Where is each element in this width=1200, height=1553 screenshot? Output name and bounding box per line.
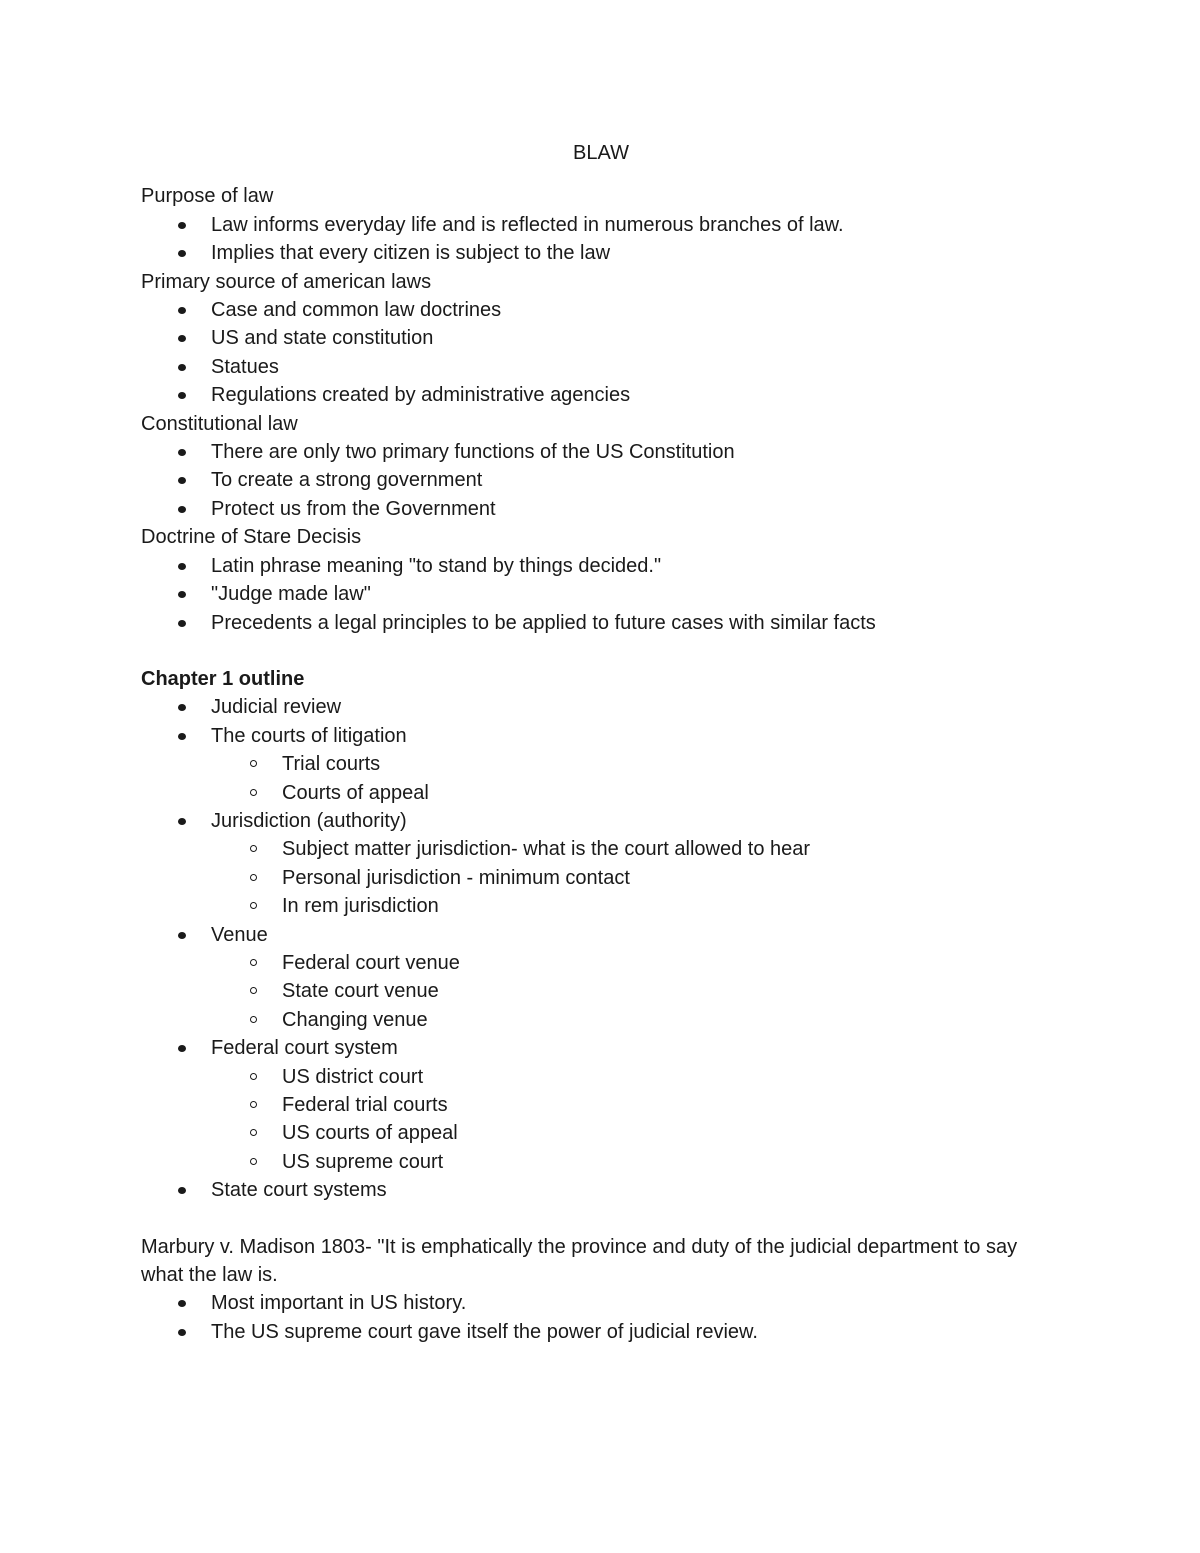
list-item: Most important in US history. bbox=[141, 1289, 1061, 1317]
marbury-paragraph: Marbury v. Madison 1803- "It is emphatically the province and duty of the judicial department to say what the law is. bbox=[141, 1235, 1018, 1287]
hollow-bullet-icon bbox=[250, 1101, 257, 1108]
sub-item: In rem jurisdiction bbox=[211, 892, 1061, 920]
bullet-list bbox=[141, 552, 1061, 637]
sub-item: Trial courts bbox=[211, 750, 1061, 778]
sub-list bbox=[211, 949, 1061, 1034]
outline-item: State court systems bbox=[141, 1176, 1061, 1204]
bullet-icon bbox=[178, 506, 186, 513]
hollow-bullet-icon bbox=[250, 874, 257, 881]
list-item: Precedents a legal principles to be applied to future cases with similar facts bbox=[141, 609, 1061, 637]
outline-item: Federal court system US district court Federal trial courts US courts of appeal US supreme court bbox=[141, 1034, 1061, 1176]
outline-list bbox=[141, 693, 1061, 1204]
list-item: Implies that every citizen is subject to the law bbox=[141, 239, 1061, 267]
list-item: Law informs everyday life and is reflected in numerous branches of law. bbox=[141, 211, 1061, 239]
bullet-icon bbox=[178, 733, 186, 740]
bullet-icon bbox=[178, 392, 186, 399]
bullet-icon bbox=[178, 704, 186, 711]
hollow-bullet-icon bbox=[250, 987, 257, 994]
bullet-list bbox=[141, 296, 1061, 410]
list-item: "Judge made law" bbox=[141, 580, 1061, 608]
list-item: US and state constitution bbox=[141, 324, 1061, 352]
sub-item: Courts of appeal bbox=[211, 779, 1061, 807]
outline-item: Judicial review bbox=[141, 693, 1061, 721]
bullet-icon bbox=[178, 477, 186, 484]
hollow-bullet-icon bbox=[250, 845, 257, 852]
bullet-icon bbox=[178, 563, 186, 570]
hollow-bullet-icon bbox=[250, 789, 257, 796]
sub-item: Federal trial courts bbox=[211, 1091, 1061, 1119]
bullet-list bbox=[141, 211, 1061, 268]
bullet-icon bbox=[178, 1300, 186, 1307]
list-item: Protect us from the Government bbox=[141, 495, 1061, 523]
section-heading: Doctrine of Stare Decisis bbox=[141, 526, 362, 549]
list-item: There are only two primary functions of the US Constitution bbox=[141, 438, 1061, 466]
section-heading: Primary source of american laws bbox=[141, 270, 432, 293]
bullet-icon bbox=[178, 364, 186, 371]
spacer bbox=[141, 1205, 1061, 1233]
sub-item: US district court bbox=[211, 1063, 1061, 1091]
sub-item: State court venue bbox=[211, 977, 1061, 1005]
hollow-bullet-icon bbox=[250, 1073, 257, 1080]
bullet-icon bbox=[178, 591, 186, 598]
list-item: Case and common law doctrines bbox=[141, 296, 1061, 324]
bullet-icon bbox=[178, 335, 186, 342]
outline-heading: Chapter 1 outline bbox=[141, 667, 305, 690]
sub-item: Personal jurisdiction - minimum contact bbox=[211, 864, 1061, 892]
list-item: The US supreme court gave itself the power of judicial review. bbox=[141, 1318, 1061, 1346]
sub-item: Federal court venue bbox=[211, 949, 1061, 977]
hollow-bullet-icon bbox=[250, 902, 257, 909]
sub-list bbox=[211, 835, 1061, 920]
outline-item: Venue Federal court venue State court venue Changing venue bbox=[141, 921, 1061, 1035]
bullet-icon bbox=[178, 222, 186, 229]
list-item: Latin phrase meaning "to stand by things decided." bbox=[141, 552, 1061, 580]
list-item: Statues bbox=[141, 353, 1061, 381]
sub-list bbox=[211, 750, 1061, 807]
hollow-bullet-icon bbox=[250, 1129, 257, 1136]
bullet-icon bbox=[178, 932, 186, 939]
outline-item: Jurisdiction (authority) Subject matter jurisdiction- what is the court allowed to hear Personal jurisdiction - minimum contact In rem jurisdiction bbox=[141, 807, 1061, 921]
hollow-bullet-icon bbox=[250, 760, 257, 767]
list-item: Regulations created by administrative agencies bbox=[141, 381, 1061, 409]
document-title bbox=[141, 139, 1061, 167]
hollow-bullet-icon bbox=[250, 1016, 257, 1023]
bullet-list bbox=[141, 1289, 1061, 1346]
hollow-bullet-icon bbox=[250, 1158, 257, 1165]
spacer bbox=[141, 637, 1061, 665]
section-heading: Purpose of law bbox=[141, 185, 274, 208]
section-heading: Constitutional law bbox=[141, 412, 298, 435]
list-item: To create a strong government bbox=[141, 466, 1061, 494]
sub-item: US courts of appeal bbox=[211, 1119, 1061, 1147]
title-text: BLAW bbox=[573, 142, 629, 164]
bullet-icon bbox=[178, 449, 186, 456]
sub-item: US supreme court bbox=[211, 1148, 1061, 1176]
bullet-icon bbox=[178, 1329, 186, 1336]
document-body bbox=[141, 139, 1061, 1346]
bullet-icon bbox=[178, 1045, 186, 1052]
bullet-icon bbox=[178, 818, 186, 825]
bullet-icon bbox=[178, 1187, 186, 1194]
sub-item: Changing venue bbox=[211, 1006, 1061, 1034]
bullet-icon bbox=[178, 250, 186, 257]
sub-list bbox=[211, 1063, 1061, 1177]
hollow-bullet-icon bbox=[250, 959, 257, 966]
sub-item: Subject matter jurisdiction- what is the court allowed to hear bbox=[211, 835, 1061, 863]
bullet-list bbox=[141, 438, 1061, 523]
outline-item: The courts of litigation Trial courts Courts of appeal bbox=[141, 722, 1061, 807]
bullet-icon bbox=[178, 307, 186, 314]
bullet-icon bbox=[178, 620, 186, 627]
